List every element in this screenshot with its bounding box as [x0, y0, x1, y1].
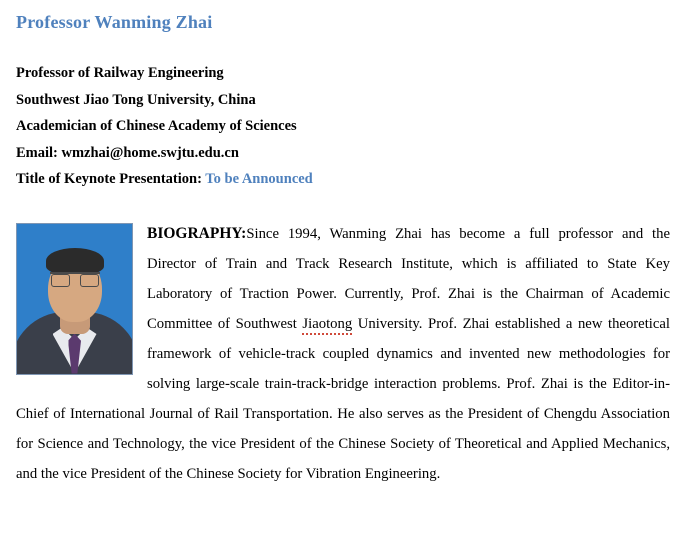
- page-title: Professor Wanming Zhai: [16, 12, 213, 32]
- biography-section: [16, 219, 670, 489]
- keynote-label: Title of Keynote Presentation:: [16, 171, 202, 187]
- biography-label-separator: :: [241, 224, 247, 242]
- glasses-icon: [50, 272, 100, 286]
- info-line-university: Southwest Jiao Tong University, China: [16, 91, 256, 108]
- info-line-academician: Academician of Chinese Academy of Sciences: [16, 118, 297, 134]
- info-line-keynote: [16, 166, 670, 193]
- info-line-position: Professor of Railway Engineering: [16, 65, 224, 81]
- affiliation-block: [16, 60, 670, 193]
- biography-part2: University. Prof. Zhai established a new theoretical framework of vehicle-track coupled dynamics and invented new methodologies for solving large-scale train-track-bridge interaction problems. Prof. Zhai is the Editor-in-Chief of International Journal of Rail Transportation. He also serves as the President of Chengdu Association for Science and Technology, the vice President of the Chinese Society of Theoretical and Applied Mechanics, and the vice President of the Chinese Society for Vibration Engineering.: [16, 315, 670, 482]
- misspelled-word: Jiaotong: [302, 316, 352, 335]
- info-line-email: Email: wmzhai@home.swjtu.edu.cn: [16, 144, 239, 161]
- keynote-value: To be Announced: [205, 171, 313, 187]
- biography-label: BIOGRAPHY: [147, 224, 242, 242]
- portrait-hair: [46, 248, 104, 274]
- biography-part1: Since 1994, Wanming Zhai has become a full professor and the Director of Train and Track Research Institute, which is affiliated to State Key Laboratory of Traction Power. Currently, Prof. Zhai is the Chairman of Academic Committee of Southwest: [147, 225, 670, 332]
- avatar: [16, 223, 133, 375]
